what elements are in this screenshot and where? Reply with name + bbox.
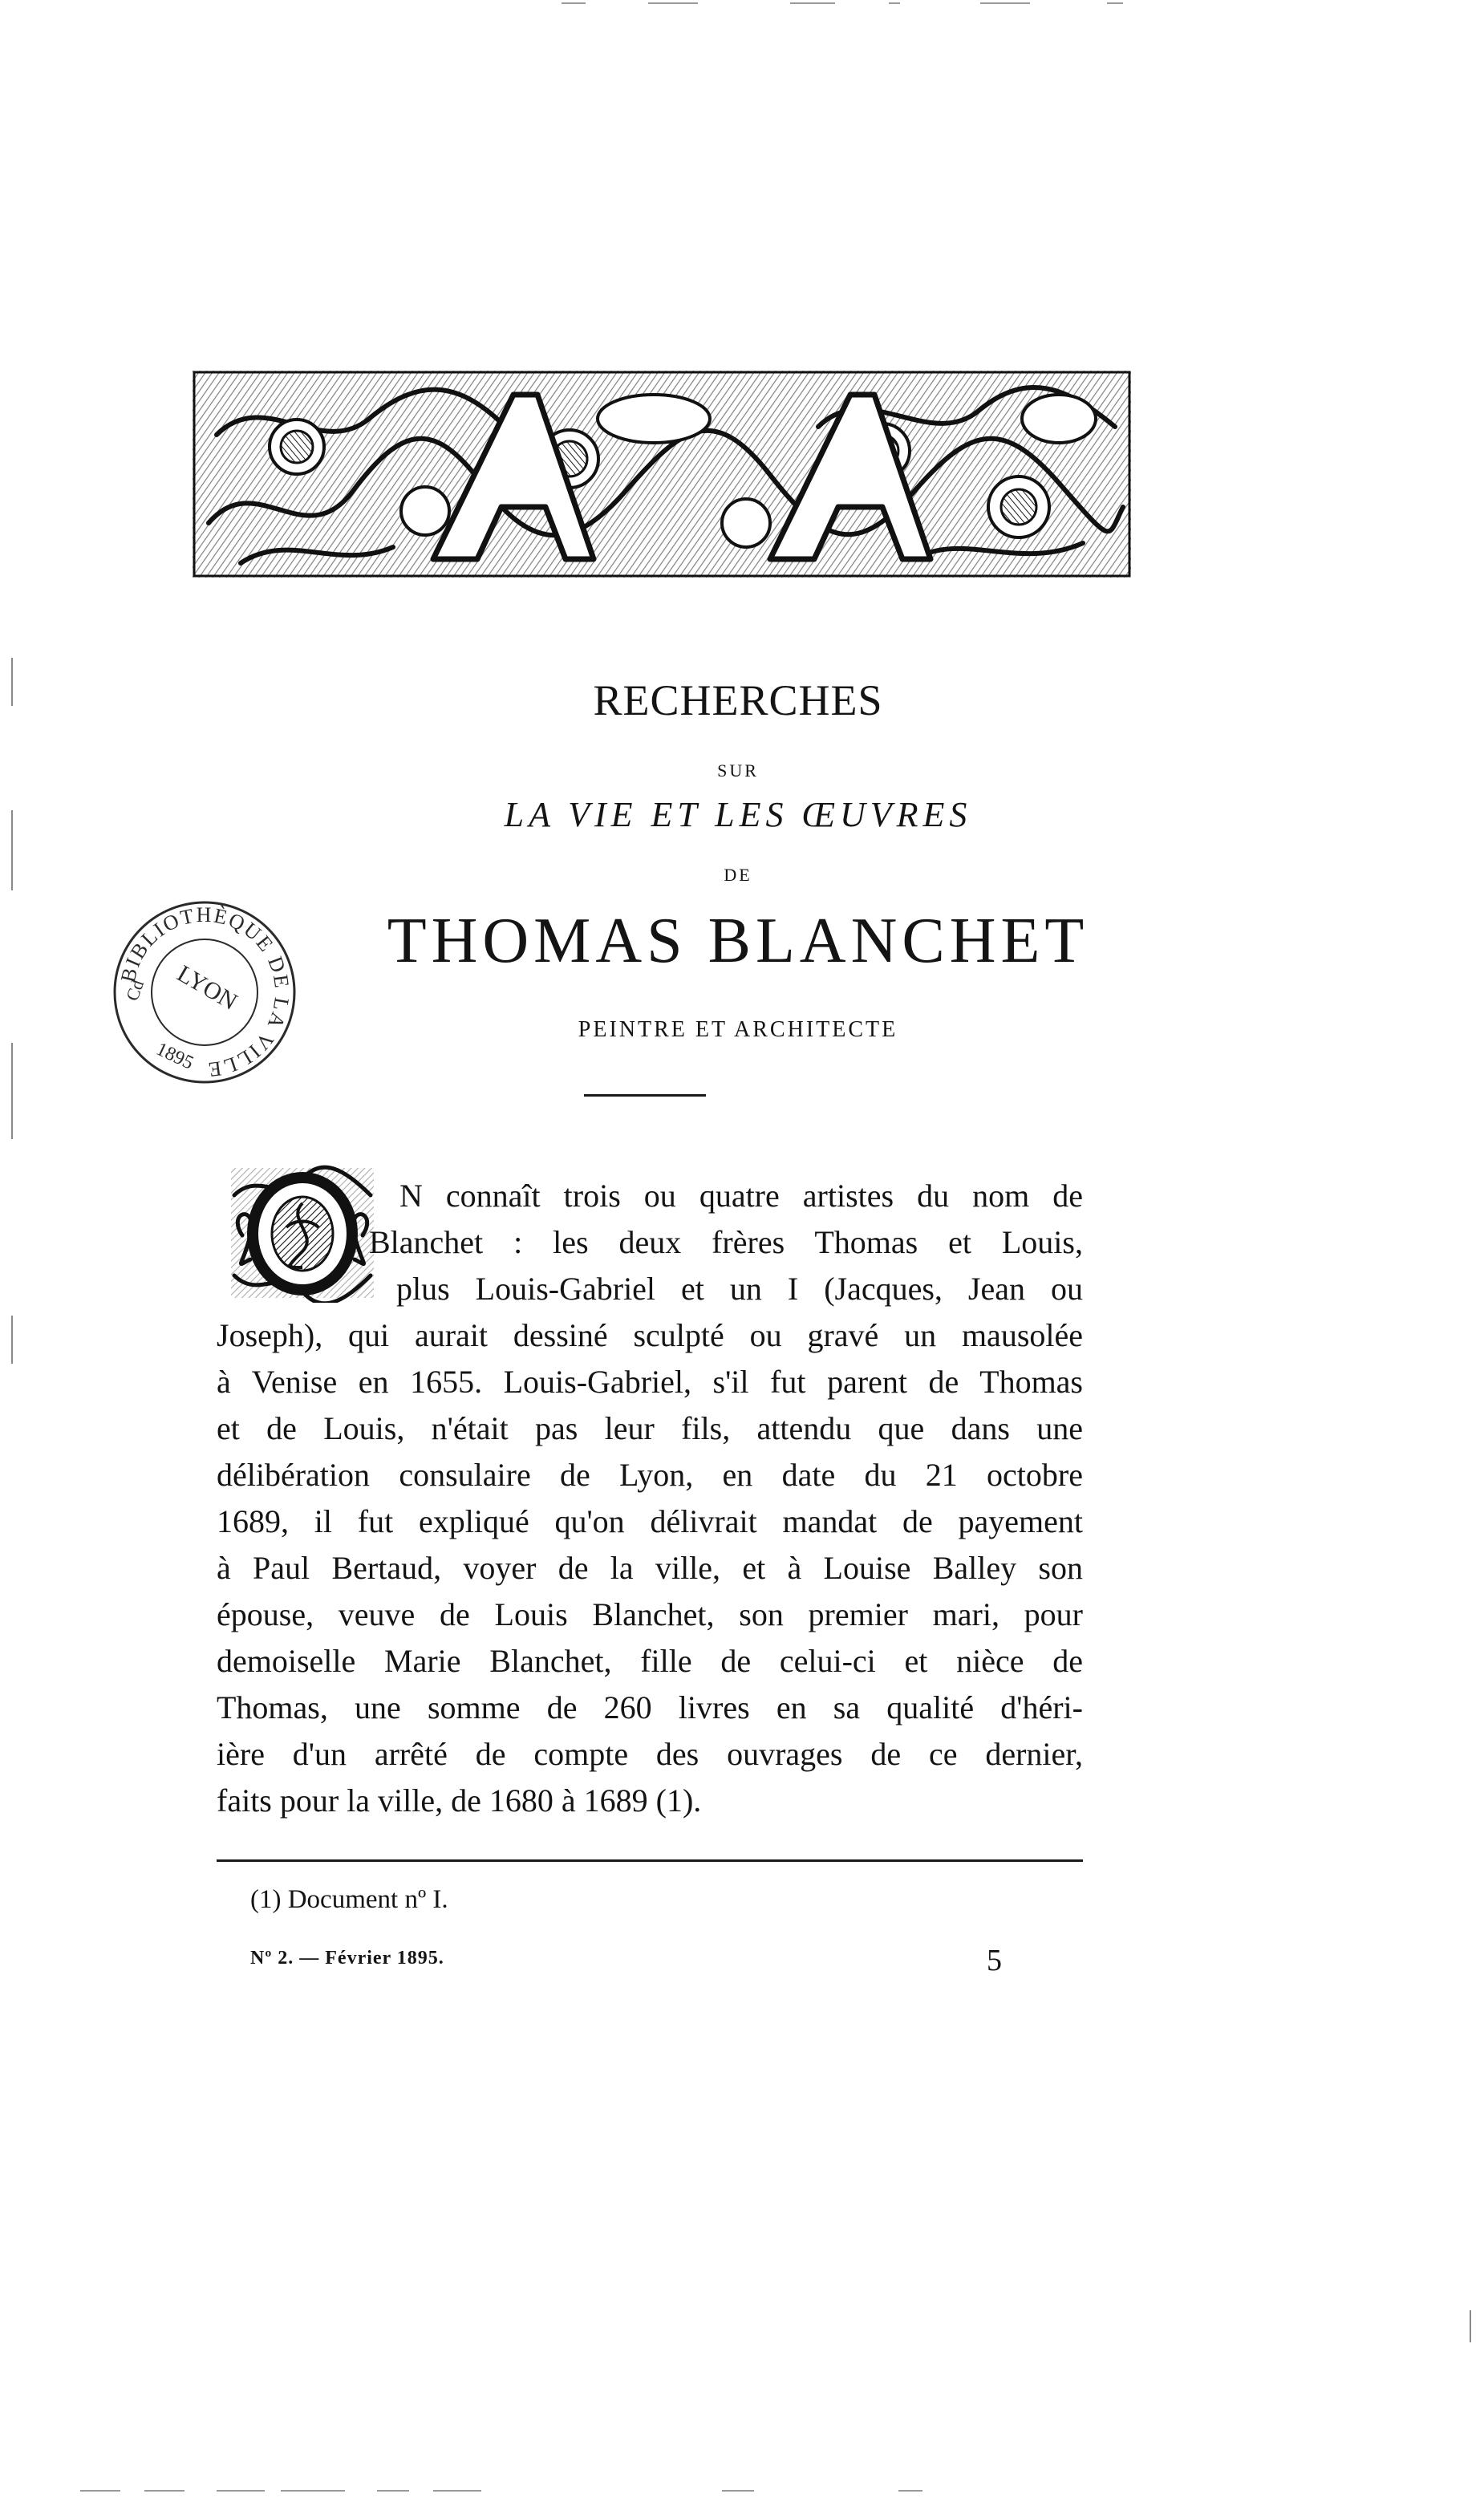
title-la-vie: LA VIE ET LES ŒUVRES: [504, 795, 972, 834]
body-line: Blanchet : les deux frères Thomas et Louis,: [369, 1224, 1083, 1260]
ornamental-headpiece: [193, 371, 1131, 578]
body-line: à Paul Bertaud, voyer de la ville, et à Louise Balley son: [217, 1550, 1083, 1586]
title-recherches: RECHERCHES: [593, 676, 883, 724]
scan-artifact: [11, 1043, 13, 1139]
body-line: ière d'un arrêté de compte des ouvrages de ce dernier,: [217, 1736, 1083, 1772]
body-line: à Venise en 1655. Louis-Gabriel, s'il fut parent de Thomas: [217, 1364, 1083, 1400]
scan-artifact: [377, 2490, 409, 2492]
body-line: faits pour la ville, de 1680 à 1689 (1).: [217, 1782, 702, 1819]
scan-artifact: [11, 810, 13, 890]
title-de: DE: [724, 865, 752, 885]
page-number: 5: [987, 1944, 1002, 1977]
issue-line: Nº 2. — Février 1895.: [250, 1948, 444, 1969]
dropcap-ornament: [226, 1163, 379, 1303]
body-line: Joseph), qui aurait dessiné sculpté ou gravé un mausolée: [217, 1317, 1083, 1353]
scan-artifact: [980, 2, 1030, 4]
scan-artifact: [11, 1316, 13, 1364]
scan-artifact: [217, 2490, 265, 2492]
scan-artifact: [889, 2, 900, 4]
body-line: N connaît trois ou quatre artistes du nom de: [399, 1178, 1083, 1214]
body-line: 1689, il fut expliqué qu'on délivrait mandat de payement: [217, 1503, 1083, 1539]
body-line: demoiselle Marie Blanchet, fille de celui-ci et nièce de: [217, 1643, 1083, 1679]
scan-artifact: [80, 2490, 120, 2492]
library-stamp: [104, 892, 305, 1093]
stamp-mark: Cd: [121, 977, 148, 1004]
title-subtitle: PEINTRE ET ARCHITECTE: [578, 1017, 898, 1042]
scan-artifact: [722, 2490, 754, 2492]
scan-artifact: [281, 2490, 345, 2492]
body-line: Thomas, une somme de 260 livres en sa qualité d'héri-: [217, 1689, 1083, 1725]
stamp-ring-text: BIBLIOTHÈQUE DE LA VILLE: [116, 902, 294, 1082]
scan-artifact: [144, 2490, 184, 2492]
scan-artifact: [1107, 2, 1123, 4]
scan-artifact: [790, 2, 835, 4]
body-line: épouse, veuve de Louis Blanchet, son premier mari, pour: [217, 1596, 1083, 1632]
scan-artifact: [1470, 2310, 1471, 2342]
body-line: et de Louis, n'était pas leur fils, attendu que dans une: [217, 1410, 1083, 1446]
title-rule: [584, 1094, 706, 1097]
stamp-city: LYON: [172, 959, 242, 1016]
scan-artifact: [11, 658, 13, 706]
footnote-rule: [217, 1859, 1083, 1862]
title-sur: SUR: [717, 760, 759, 781]
scan-artifact: [648, 2, 698, 4]
body-line: plus Louis-Gabriel et un I (Jacques, Jean ou: [396, 1271, 1083, 1307]
body-line: délibération consulaire de Lyon, en date du 21 octobre: [217, 1457, 1083, 1493]
scan-artifact: [898, 2490, 922, 2492]
stamp-year: 1895: [152, 1038, 197, 1074]
scan-artifact: [433, 2490, 481, 2492]
scan-artifact: [562, 2, 586, 4]
footnote: (1) Document nº I.: [250, 1885, 448, 1914]
title-name: THOMAS BLANCHET: [387, 906, 1089, 976]
